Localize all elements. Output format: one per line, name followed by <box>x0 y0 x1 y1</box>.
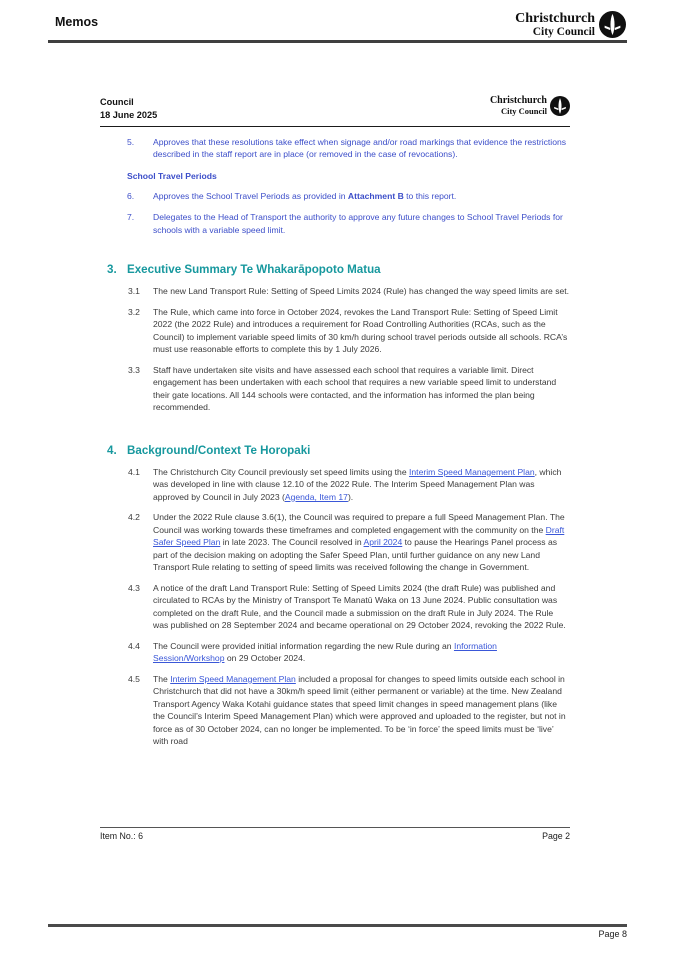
paragraph-3-1 <box>100 285 570 298</box>
footer-divider <box>48 924 627 927</box>
resolution-number: 6. <box>127 190 135 201</box>
paragraph-4-4 <box>100 640 570 665</box>
page-title: Memos <box>55 15 99 29</box>
paragraph-number: 3.2 <box>128 306 140 317</box>
paragraph-4-1 <box>100 466 570 504</box>
document-footer <box>100 827 570 841</box>
section-heading <box>100 443 570 458</box>
text-segment: Approves that these resolutions take effect when signage and/or road markings that evidence the restrictions described in the staff report are in place (or removed in the case of revocations). <box>153 136 567 160</box>
text-segment: The new Land Transport Rule: Setting of Speed Limits 2024 (Rule) has changed the way speed limits are set. <box>153 286 570 297</box>
bold-text: Attachment B <box>347 190 404 201</box>
doc-link[interactable]: April 2024 <box>363 537 403 548</box>
paragraph-number: 4.2 <box>128 512 140 523</box>
meeting-date: 18 June 2025 <box>100 109 158 120</box>
council-logo-icon <box>599 11 626 38</box>
brand-name-line1: Christchurch <box>515 11 595 26</box>
paragraph-text <box>153 364 570 414</box>
text-segment: in late 2023. The Council resolved in <box>220 537 364 548</box>
paragraph-text <box>153 306 570 356</box>
paragraph-text <box>153 673 570 748</box>
text-segment: The <box>153 673 171 684</box>
text-segment: Delegates to the Head of Transport the authority to approve any future changes to School Travel Periods for schools with a variable speed limit. <box>153 212 563 235</box>
document-council-logo <box>490 96 570 116</box>
section-number: 4. <box>107 443 117 457</box>
paragraph-4-3 <box>100 582 570 632</box>
paragraph-4-5 <box>100 673 570 748</box>
committee-name: Council <box>100 97 134 107</box>
text-segment: on 29 October 2024. <box>224 653 306 664</box>
resolution-item-7 <box>100 211 570 236</box>
section-title: Background/Context Te Horopaki <box>127 443 311 457</box>
brand-name-line1: Christchurch <box>489 95 547 107</box>
text-segment: A notice of the draft Land Transport Rule: Setting of Speed Limits 2024 (the draft Rule) was published and circulated to RCAs by the Ministry of Transport Te Manatū Waka on 13 June 2024. Public consultation was completed on the draft Rule, and the Council made a submission on the draft Rule in July 2024. The Rule was published on 28 September 2024 and became operational on 29 October 2024, revoking the 2022 Rule. <box>153 582 566 631</box>
paragraph-number: 4.1 <box>128 466 140 477</box>
paragraph-text <box>153 466 570 504</box>
section-background-context <box>100 443 570 748</box>
document-header-meta <box>100 96 157 122</box>
section-number: 3. <box>107 263 117 277</box>
doc-link[interactable]: Interim Speed Management Plan <box>170 673 296 684</box>
resolutions-subheading: School Travel Periods <box>127 170 217 181</box>
text-segment: The Rule, which came into force in October 2024, revokes the Land Transport Rule: Setting of Speed Limit 2022 (the 2022 Rule) and introduces a requirement for Road Controlling Authorities (RCAs, such as the Council) to implement variable speed limits of 30 km/h during school travel periods outside all schools. RCA’s must use reasonable efforts to complete this by 1 July 2026. <box>153 306 568 355</box>
text-segment: The Christchurch City Council previously set speed limits using the <box>153 466 410 477</box>
text-segment: Approves the School Travel Periods as provided in <box>153 190 348 201</box>
paragraph-number: 4.3 <box>128 582 140 593</box>
paragraph-text <box>153 640 570 665</box>
paragraph-4-2 <box>100 511 570 574</box>
council-logo <box>515 11 626 39</box>
section-executive-summary <box>100 262 570 414</box>
paragraph-number: 4.5 <box>128 673 140 684</box>
paragraph-3-3 <box>100 364 570 414</box>
paragraph-number: 4.4 <box>128 640 140 651</box>
paragraph-3-2 <box>100 306 570 356</box>
resolution-number: 7. <box>127 212 135 223</box>
brand-name-line2: City Council <box>500 105 547 116</box>
text-segment: to pause the Hearings Panel process as part of the decision making on adopting the Safer Speed Plan, until further guidance on any new Land Transport Rule relating to setting of speed limits was received following the change in Government. <box>153 537 558 573</box>
document-council-logo-text <box>490 96 547 116</box>
paragraph-text <box>153 285 570 298</box>
doc-link[interactable]: Interim Speed Management Plan <box>409 466 535 477</box>
paragraph-text <box>153 582 570 632</box>
text-segment: included a proposal for changes to speed limits outside each school in Christchurch that did not have a 30km/h speed limit (either permanent or variable) at the time. New Zealand Transport Agency Waka Kotahi guidance states that speed limit changes in speed management plans (like the Council’s Interim Speed Management Plan) which were approved and uploaded to the register, but not in force as of 30 October 2024, can no longer be implemented. To be ‘in force’ the speed limits must be ‘live’ with road <box>153 673 566 747</box>
resolution-text <box>153 136 570 161</box>
council-logo-icon <box>550 96 570 116</box>
section-title: Executive Summary Te Whakarāpopoto Matua <box>127 263 381 277</box>
text-segment: Under the 2022 Rule clause 3.6(1), the Council was required to prepare a full Speed Management Plan. The Council was working towards these timeframes and completed engagement with the community on the <box>153 512 565 535</box>
paragraph-number: 3.3 <box>128 364 140 375</box>
resolution-text <box>153 190 570 203</box>
header-divider <box>48 40 627 43</box>
section-heading <box>100 262 570 277</box>
text-segment: , which was developed in line with clause 12.10 of the 2022 Rule. The Interim Speed Management Plan was approved by Council in July 2023 ( <box>153 466 562 502</box>
item-number-label: Item No.: 6 <box>100 831 144 841</box>
paragraph-text <box>153 511 570 574</box>
doc-link[interactable]: Information Session/Workshop <box>153 640 497 664</box>
resolution-text <box>153 211 570 236</box>
memo-page-number: Page 8 <box>598 929 627 939</box>
resolution-item-5 <box>100 136 570 161</box>
resolution-number: 5. <box>127 136 135 147</box>
brand-name-line2: City Council <box>532 26 595 39</box>
document-page <box>100 96 570 748</box>
council-logo-text <box>515 11 595 39</box>
text-segment: to this report. <box>403 190 457 201</box>
doc-link[interactable]: Agenda, Item 17 <box>284 491 348 502</box>
text-segment: Staff have undertaken site visits and have assessed each school that requires a variable limit. Direct engagement has been undertaken with each school that requires a new variable speed limit to understand their gate locations. All 144 schools were contacted, and the information has informed the plan being recommended. <box>153 364 557 413</box>
resolution-item-6 <box>100 190 570 203</box>
document-page-number: Page 2 <box>542 831 570 841</box>
doc-link[interactable]: Draft Safer Speed Plan <box>153 524 565 548</box>
text-segment: The Council were provided initial information regarding the new Rule during an <box>153 640 454 651</box>
document-header <box>100 96 570 127</box>
text-segment: ). <box>347 491 354 502</box>
paragraph-number: 3.1 <box>128 286 140 297</box>
